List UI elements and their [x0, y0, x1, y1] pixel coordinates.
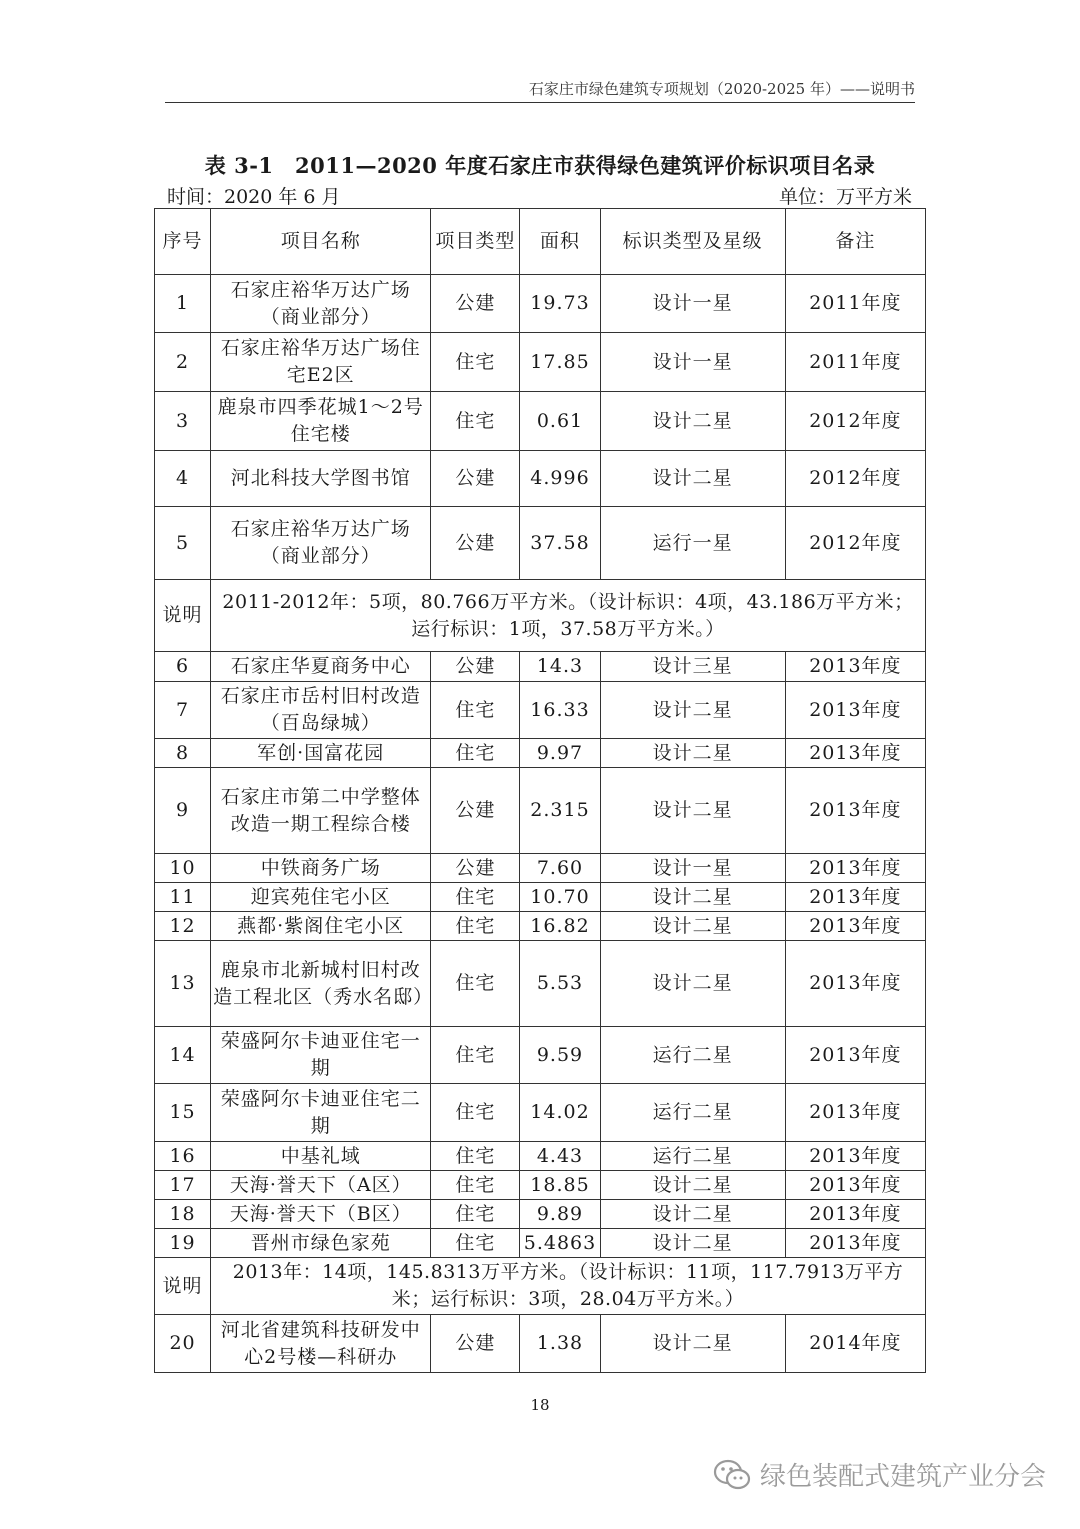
header-remark: 备注 [785, 209, 925, 275]
row-area: 5.53 [520, 941, 600, 1027]
meta-time: 时间：2020 年 6 月 [167, 186, 341, 208]
row-area: 9.97 [520, 739, 600, 768]
watermark [712, 1456, 1046, 1493]
row-type: 住宅 [431, 1171, 520, 1200]
row-seq: 20 [155, 1315, 211, 1373]
row-seq: 8 [155, 739, 211, 768]
row-mark: 运行二星 [600, 1142, 785, 1171]
header-mark: 标识类型及星级 [600, 209, 785, 275]
row-seq: 1 [155, 275, 211, 333]
wechat-icon [712, 1458, 752, 1492]
row-type: 住宅 [431, 912, 520, 941]
row-area: 7.60 [520, 854, 600, 883]
row-area: 10.70 [520, 883, 600, 912]
row-remark: 2013年度 [785, 1084, 925, 1142]
row-area: 2.315 [520, 768, 600, 854]
row-type: 公建 [431, 451, 520, 507]
row-name: 中基礼域 [211, 1142, 431, 1171]
note-label: 说明 [155, 1258, 211, 1315]
row-remark: 2013年度 [785, 1027, 925, 1084]
row-remark: 2013年度 [785, 768, 925, 854]
row-remark: 2013年度 [785, 1200, 925, 1229]
row-name: 石家庄市第二中学整体改造一期工程综合楼 [211, 768, 431, 854]
row-mark: 设计三星 [600, 652, 785, 682]
watermark-text: 绿色装配式建筑产业分会 [759, 1462, 1046, 1492]
row-seq: 14 [155, 1027, 211, 1084]
table-header-row [155, 209, 926, 275]
row-name: 晋州市绿色家苑 [211, 1229, 431, 1258]
row-type: 住宅 [431, 1027, 520, 1084]
table-title: 表 3-1 2011—2020 年度石家庄市获得绿色建筑评价标识项目名录 [204, 153, 876, 178]
note-text: 2013年：14项，145.8313万平方米。（设计标识：11项，117.7913万平方米；运行标识：3项，28.04万平方米。） [211, 1258, 926, 1315]
row-mark: 设计一星 [600, 854, 785, 883]
row-mark: 设计二星 [600, 768, 785, 854]
row-type: 公建 [431, 854, 520, 883]
table-row [155, 392, 926, 451]
row-type: 公建 [431, 652, 520, 682]
row-seq: 15 [155, 1084, 211, 1142]
table-row [155, 682, 926, 739]
row-type: 住宅 [431, 1084, 520, 1142]
row-name: 荣盛阿尔卡迪亚住宅一期 [211, 1027, 431, 1084]
header-seq: 序号 [155, 209, 211, 275]
table-row [155, 941, 926, 1027]
row-remark: 2012年度 [785, 451, 925, 507]
row-remark: 2012年度 [785, 392, 925, 451]
row-mark: 设计二星 [600, 1229, 785, 1258]
row-seq: 16 [155, 1142, 211, 1171]
row-mark: 设计二星 [600, 912, 785, 941]
table-row [155, 1084, 926, 1142]
row-area: 14.3 [520, 652, 600, 682]
row-type: 住宅 [431, 941, 520, 1027]
row-area: 1.38 [520, 1315, 600, 1373]
row-mark: 运行一星 [600, 507, 785, 580]
row-name: 石家庄裕华万达广场（商业部分） [211, 507, 431, 580]
row-name: 石家庄裕华万达广场（商业部分） [211, 275, 431, 333]
row-type: 住宅 [431, 1229, 520, 1258]
row-area: 16.33 [520, 682, 600, 739]
row-seq: 7 [155, 682, 211, 739]
running-header: 石家庄市绿色建筑专项规划（2020-2025 年）——说明书 [528, 80, 915, 98]
row-mark: 设计二星 [600, 1200, 785, 1229]
row-name: 石家庄华夏商务中心 [211, 652, 431, 682]
row-name: 鹿泉市四季花城1～2号住宅楼 [211, 392, 431, 451]
row-type: 公建 [431, 768, 520, 854]
row-area: 37.58 [520, 507, 600, 580]
table-row [155, 1200, 926, 1229]
header-rule [165, 102, 915, 103]
meta-unit: 单位：万平方米 [778, 186, 912, 208]
row-seq: 19 [155, 1229, 211, 1258]
row-remark: 2013年度 [785, 854, 925, 883]
row-name: 中铁商务广场 [211, 854, 431, 883]
row-seq: 5 [155, 507, 211, 580]
row-area: 9.89 [520, 1200, 600, 1229]
row-type: 住宅 [431, 739, 520, 768]
note-label: 说明 [155, 580, 211, 652]
row-mark: 设计二星 [600, 941, 785, 1027]
row-mark: 设计二星 [600, 451, 785, 507]
project-record-table [154, 208, 926, 1373]
row-seq: 2 [155, 333, 211, 392]
row-area: 14.02 [520, 1084, 600, 1142]
row-seq: 11 [155, 883, 211, 912]
row-type: 住宅 [431, 682, 520, 739]
header-name: 项目名称 [211, 209, 431, 275]
row-type: 公建 [431, 1315, 520, 1373]
row-mark: 设计一星 [600, 333, 785, 392]
row-remark: 2013年度 [785, 1142, 925, 1171]
row-type: 公建 [431, 275, 520, 333]
table-row [155, 652, 926, 682]
row-seq: 13 [155, 941, 211, 1027]
row-name: 石家庄市岳村旧村改造（百岛绿城） [211, 682, 431, 739]
row-area: 9.59 [520, 1027, 600, 1084]
row-name: 天海·誉天下（A区） [211, 1171, 431, 1200]
row-name: 迎宾苑住宅小区 [211, 883, 431, 912]
row-area: 4.43 [520, 1142, 600, 1171]
row-type: 住宅 [431, 392, 520, 451]
row-remark: 2013年度 [785, 941, 925, 1027]
row-seq: 10 [155, 854, 211, 883]
row-remark: 2013年度 [785, 912, 925, 941]
row-remark: 2013年度 [785, 883, 925, 912]
row-area: 4.996 [520, 451, 600, 507]
row-seq: 3 [155, 392, 211, 451]
row-mark: 运行二星 [600, 1084, 785, 1142]
note-row [155, 1258, 926, 1315]
table-row [155, 507, 926, 580]
row-remark: 2011年度 [785, 275, 925, 333]
table-row [155, 333, 926, 392]
row-name: 军创·国富花园 [211, 739, 431, 768]
row-remark: 2012年度 [785, 507, 925, 580]
table-row [155, 1142, 926, 1171]
row-remark: 2013年度 [785, 1229, 925, 1258]
row-name: 石家庄裕华万达广场住宅E2区 [211, 333, 431, 392]
table-row [155, 768, 926, 854]
row-mark: 设计二星 [600, 1315, 785, 1373]
row-seq: 18 [155, 1200, 211, 1229]
row-name: 荣盛阿尔卡迪亚住宅二期 [211, 1084, 431, 1142]
row-mark: 设计一星 [600, 275, 785, 333]
row-area: 19.73 [520, 275, 600, 333]
row-name: 鹿泉市北新城村旧村改造工程北区（秀水名邸） [211, 941, 431, 1027]
table-row [155, 451, 926, 507]
row-type: 公建 [431, 507, 520, 580]
row-type: 住宅 [431, 883, 520, 912]
note-row [155, 580, 926, 652]
table-row [155, 1315, 926, 1373]
row-seq: 6 [155, 652, 211, 682]
table-row [155, 739, 926, 768]
row-area: 0.61 [520, 392, 600, 451]
row-mark: 设计二星 [600, 883, 785, 912]
row-name: 天海·誉天下（B区） [211, 1200, 431, 1229]
table-row [155, 912, 926, 941]
row-mark: 设计二星 [600, 682, 785, 739]
row-area: 16.82 [520, 912, 600, 941]
page-number: 18 [530, 1396, 550, 1414]
row-area: 17.85 [520, 333, 600, 392]
row-seq: 4 [155, 451, 211, 507]
header-type: 项目类型 [431, 209, 520, 275]
row-mark: 运行二星 [600, 1027, 785, 1084]
row-name: 河北省建筑科技研发中心2号楼—科研办 [211, 1315, 431, 1373]
row-type: 住宅 [431, 1200, 520, 1229]
row-remark: 2011年度 [785, 333, 925, 392]
table-row [155, 1171, 926, 1200]
table-row [155, 275, 926, 333]
table-row [155, 883, 926, 912]
row-remark: 2013年度 [785, 739, 925, 768]
note-text: 2011-2012年：5项，80.766万平方米。（设计标识：4项，43.186万平方米；运行标识：1项，37.58万平方米。） [211, 580, 926, 652]
table-row [155, 1027, 926, 1084]
row-name: 燕都·紫阁住宅小区 [211, 912, 431, 941]
header-area: 面积 [520, 209, 600, 275]
row-type: 住宅 [431, 1142, 520, 1171]
row-seq: 12 [155, 912, 211, 941]
row-type: 住宅 [431, 333, 520, 392]
row-remark: 2013年度 [785, 1171, 925, 1200]
row-mark: 设计二星 [600, 739, 785, 768]
row-area: 5.4863 [520, 1229, 600, 1258]
row-remark: 2014年度 [785, 1315, 925, 1373]
row-seq: 9 [155, 768, 211, 854]
row-name: 河北科技大学图书馆 [211, 451, 431, 507]
table-row [155, 1229, 926, 1258]
row-remark: 2013年度 [785, 652, 925, 682]
row-remark: 2013年度 [785, 682, 925, 739]
row-area: 18.85 [520, 1171, 600, 1200]
row-mark: 设计二星 [600, 1171, 785, 1200]
table-row [155, 854, 926, 883]
row-seq: 17 [155, 1171, 211, 1200]
row-mark: 设计二星 [600, 392, 785, 451]
